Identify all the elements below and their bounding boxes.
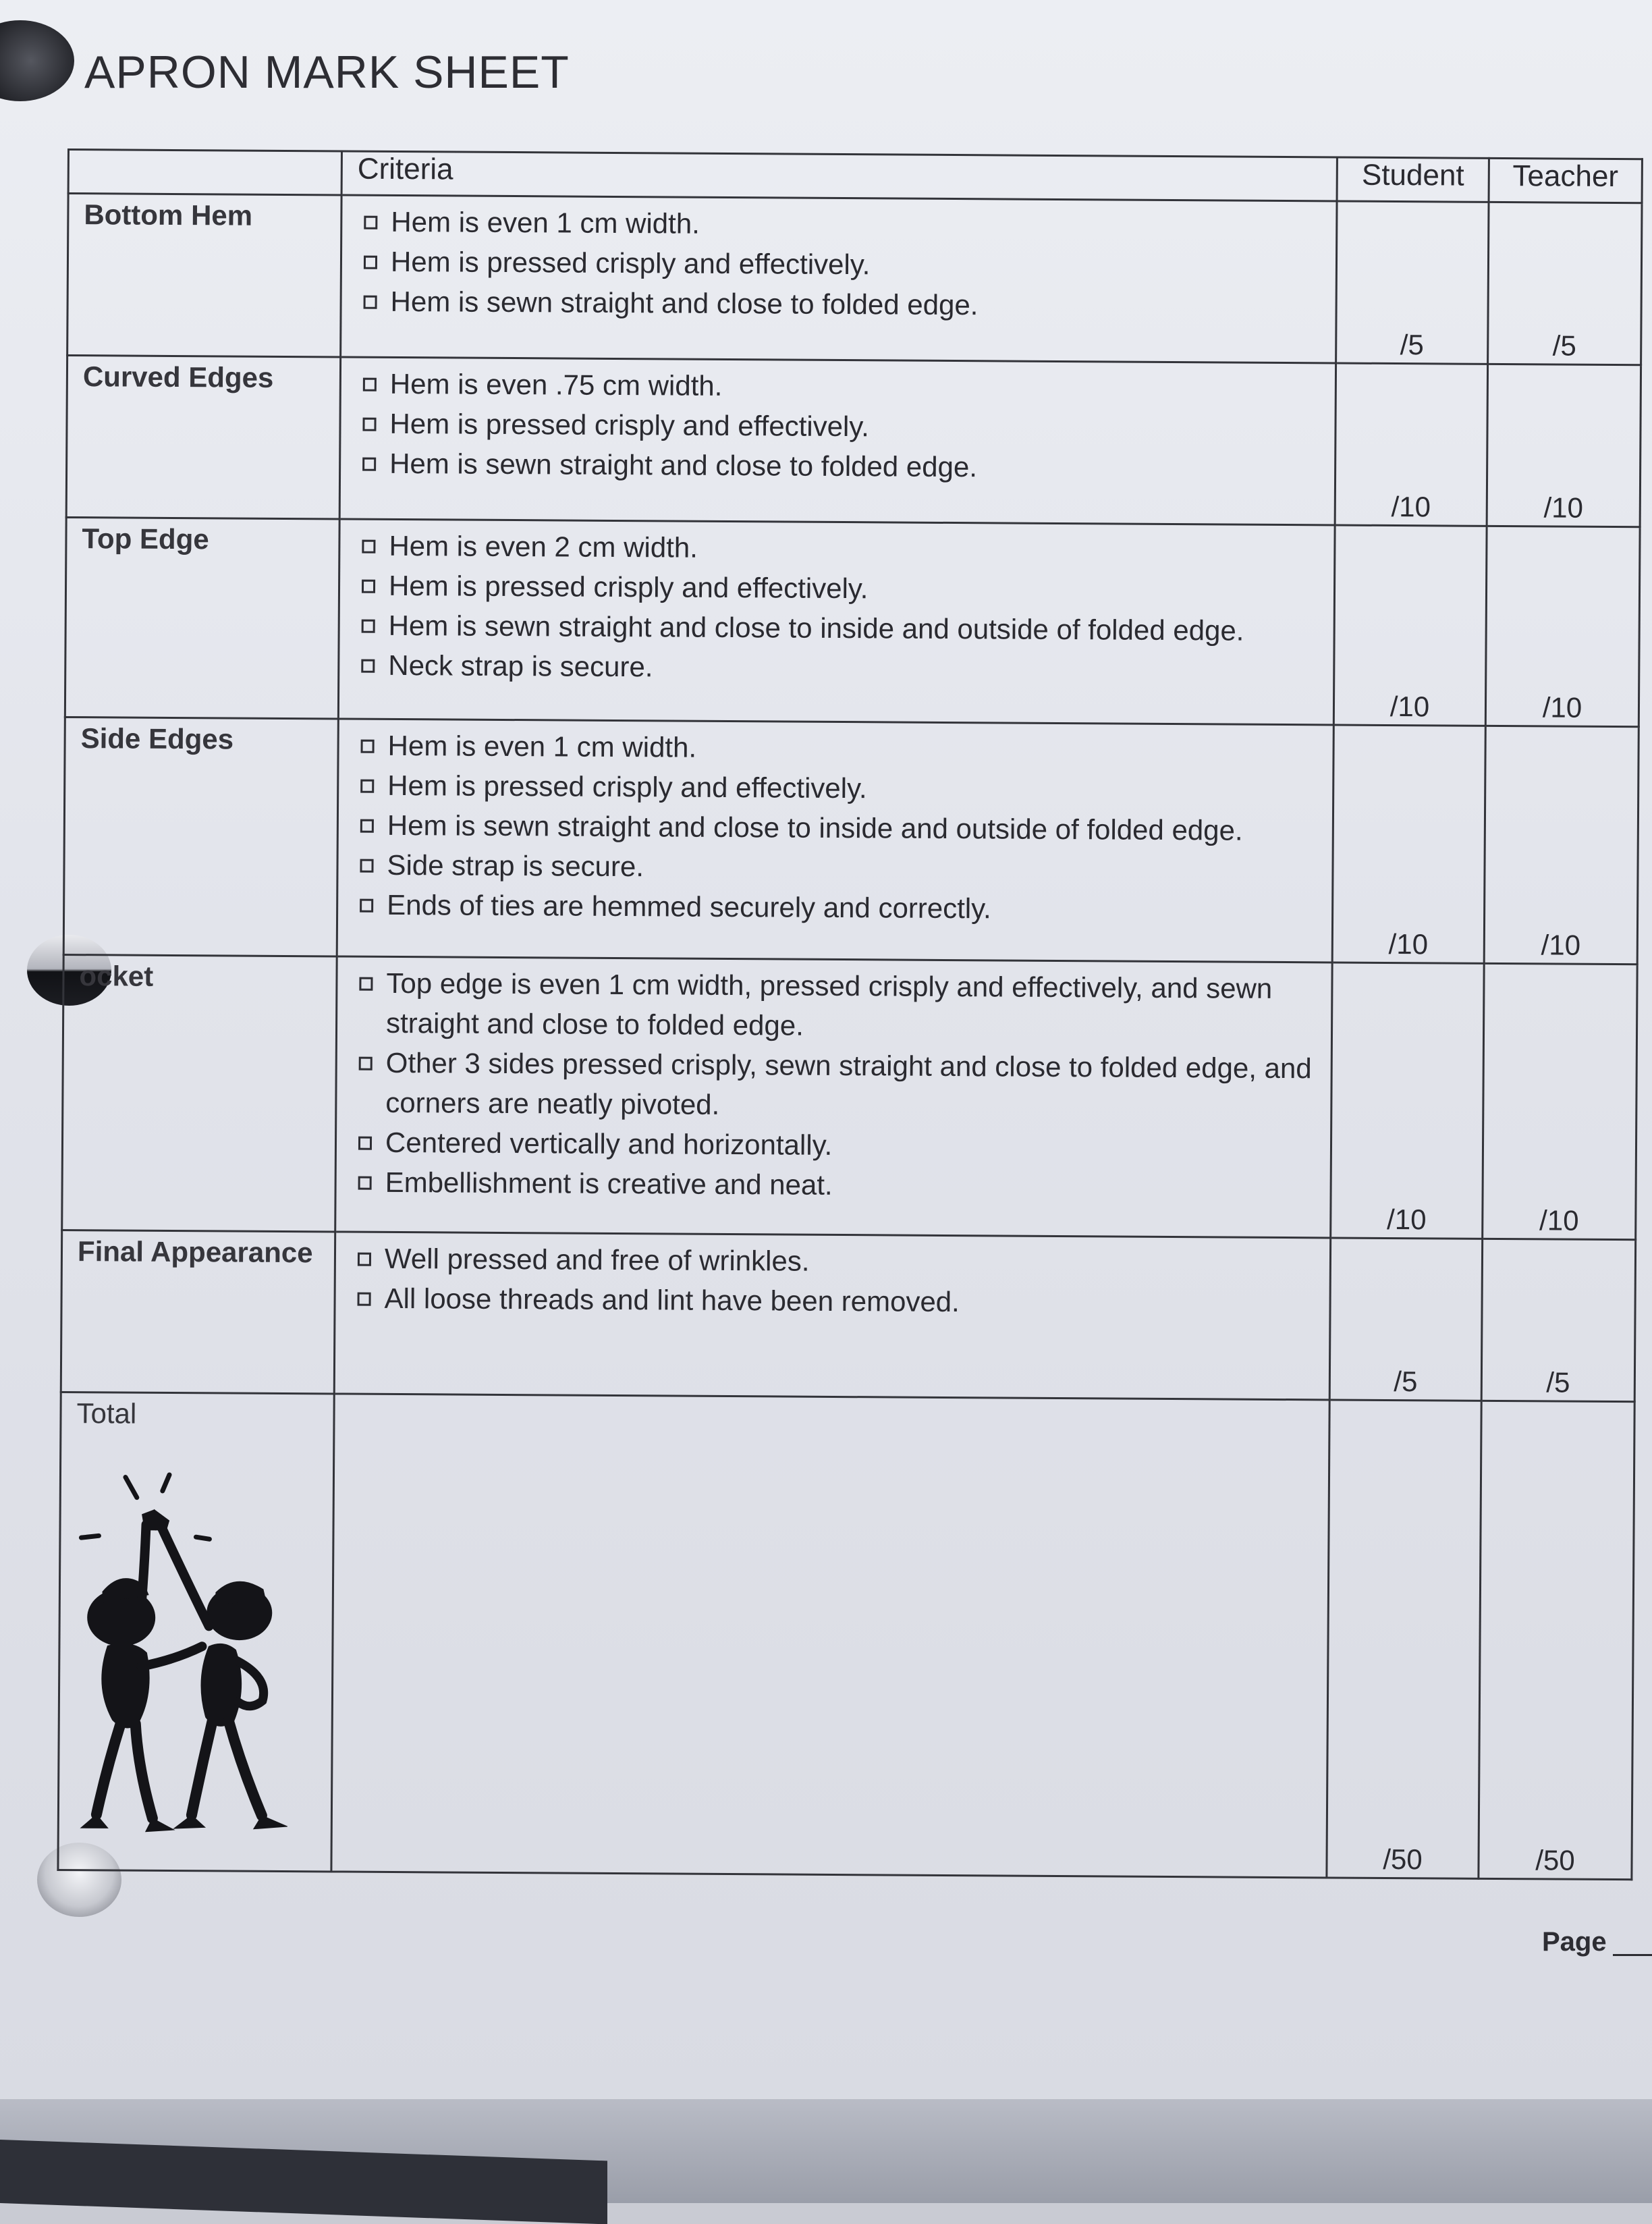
mark-sheet-table <box>57 148 1643 1880</box>
criteria-list <box>338 720 1333 930</box>
teacher-score: /10 <box>1539 1204 1579 1237</box>
checkbox[interactable] <box>362 418 376 431</box>
checkbox[interactable] <box>358 1137 372 1150</box>
criteria-list <box>341 358 1335 489</box>
criteria-text: Hem is pressed crisply and effectively. <box>388 569 869 605</box>
criteria-item <box>357 1122 1317 1168</box>
section-name: Final Appearance <box>77 1235 313 1269</box>
criteria-text: Hem is even .75 cm width. <box>389 367 723 402</box>
page-title: APRON MARK SHEET <box>84 47 570 98</box>
criteria-list <box>335 1232 1329 1324</box>
checkbox[interactable] <box>358 1253 371 1266</box>
checkbox[interactable] <box>364 256 377 269</box>
criteria-item <box>361 443 1321 489</box>
header-criteria <box>341 151 1337 201</box>
criteria-item <box>361 404 1321 450</box>
total-label: Total <box>76 1397 137 1430</box>
section-name: ocket <box>79 960 154 992</box>
student-score-cell[interactable] <box>1331 962 1484 1239</box>
student-score: /10 <box>1391 490 1431 523</box>
teacher-score: /5 <box>1552 329 1576 362</box>
total-row <box>58 1392 1634 1879</box>
teacher-score-cell[interactable] <box>1484 726 1639 964</box>
criteria-item <box>356 1239 1316 1284</box>
criteria-item <box>360 526 1320 572</box>
criteria-text: Hem is pressed crisply and effectively. <box>387 769 867 805</box>
criteria-item <box>356 1278 1315 1324</box>
section-name: Curved Edges <box>82 360 274 394</box>
teacher-score: /10 <box>1543 491 1584 524</box>
criteria-item <box>357 1043 1317 1129</box>
header-teacher: Teacher <box>1489 158 1642 202</box>
criteria-text: Ends of ties are hemmed securely and correctly. <box>387 888 991 925</box>
header-student: Student <box>1337 157 1489 202</box>
student-score: /5 <box>1394 1365 1418 1398</box>
checkbox[interactable] <box>360 819 374 833</box>
table-row <box>63 717 1639 964</box>
teacher-score: /10 <box>1542 691 1582 724</box>
criteria-list <box>336 957 1331 1208</box>
student-score: /10 <box>1388 927 1429 960</box>
criteria-text: Embellishment is creative and neat. <box>385 1166 833 1201</box>
student-score-cell[interactable] <box>1332 725 1485 963</box>
criteria-text: Hem is sewn straight and close to folded edge. <box>389 447 978 483</box>
criteria-item <box>358 885 1318 931</box>
table-row <box>62 954 1637 1239</box>
teacher-score-cell[interactable] <box>1488 202 1642 364</box>
checkbox[interactable] <box>364 296 377 309</box>
header-section <box>68 150 341 195</box>
checkbox[interactable] <box>360 859 373 873</box>
criteria-item <box>362 202 1322 248</box>
section-name: Top Edge <box>82 522 209 555</box>
criteria-text: Hem is even 1 cm width. <box>387 729 697 763</box>
criteria-text: Centered vertically and horizontally. <box>385 1126 833 1161</box>
criteria-item <box>359 765 1319 811</box>
checkbox[interactable] <box>358 1176 372 1190</box>
teacher-score-cell[interactable] <box>1481 1239 1635 1401</box>
student-score: /10 <box>1386 1203 1427 1236</box>
criteria-item <box>359 726 1319 771</box>
teacher-total-cell[interactable] <box>1479 1401 1634 1879</box>
table-row <box>66 356 1641 527</box>
header-criteria-label: Criteria <box>357 152 453 186</box>
checkbox[interactable] <box>361 740 375 753</box>
teacher-score-cell[interactable] <box>1485 526 1640 726</box>
teacher-score: /10 <box>1541 929 1581 961</box>
high-five-figures-icon <box>73 1450 305 1856</box>
criteria-item <box>360 566 1320 612</box>
table-row <box>67 194 1642 365</box>
criteria-item <box>358 845 1318 891</box>
checkbox[interactable] <box>362 580 375 593</box>
student-score: /10 <box>1389 690 1430 723</box>
table-row <box>61 1230 1635 1401</box>
punch-hole-top <box>0 20 74 101</box>
teacher-score-cell[interactable] <box>1483 963 1637 1239</box>
student-score: /5 <box>1400 329 1424 361</box>
criteria-text: Hem is sewn straight and close to inside and outside of folded edge. <box>388 609 1244 647</box>
checkbox[interactable] <box>362 458 376 471</box>
student-score-cell[interactable] <box>1333 525 1487 726</box>
student-score-cell[interactable] <box>1335 363 1487 526</box>
section-name: Side Edges <box>80 722 234 755</box>
criteria-text: Hem is even 1 cm width. <box>391 205 700 240</box>
checkbox[interactable] <box>364 216 377 229</box>
criteria-text: Hem is sewn straight and close to folded edge. <box>390 285 979 321</box>
criteria-text: Top edge is even 1 cm width, pressed crisply and effectively, and sewn straight and close to folded edge. <box>385 967 1273 1041</box>
criteria-text: Neck strap is secure. <box>388 649 653 683</box>
checkbox[interactable] <box>359 977 373 991</box>
teacher-score: /5 <box>1546 1366 1570 1399</box>
criteria-item <box>359 805 1319 851</box>
checkbox[interactable] <box>363 378 377 391</box>
student-score-cell[interactable] <box>1329 1238 1482 1401</box>
criteria-item <box>360 605 1320 651</box>
criteria-item <box>360 645 1319 691</box>
criteria-list <box>341 196 1336 327</box>
checkbox[interactable] <box>359 1057 373 1070</box>
criteria-item <box>362 364 1321 410</box>
page-number-blank[interactable] <box>1613 1954 1652 1956</box>
criteria-item <box>362 281 1321 327</box>
teacher-total: /50 <box>1535 1844 1575 1876</box>
checkbox[interactable] <box>361 659 375 673</box>
criteria-item <box>362 242 1322 288</box>
section-name: Bottom Hem <box>84 198 253 232</box>
criteria-text: All loose threads and lint have been removed. <box>384 1282 960 1318</box>
criteria-text: Hem is pressed crisply and effectively. <box>390 245 871 281</box>
criteria-list <box>339 520 1333 690</box>
student-total-cell[interactable] <box>1327 1400 1481 1878</box>
criteria-text: Well pressed and free of wrinkles. <box>384 1242 810 1277</box>
criteria-item <box>358 963 1318 1049</box>
criteria-item <box>356 1162 1316 1208</box>
total-criteria-cell <box>331 1394 1329 1878</box>
criteria-text: Side strap is secure. <box>387 848 644 883</box>
criteria-text: Hem is sewn straight and close to inside and outside of folded edge. <box>387 809 1243 846</box>
checkbox[interactable] <box>362 620 375 633</box>
table-row <box>65 517 1640 726</box>
student-total: /50 <box>1383 1843 1423 1876</box>
criteria-text: Hem is pressed crisply and effectively. <box>389 407 870 443</box>
criteria-text: Other 3 sides pressed crisply, sewn straight and close to folded edge, and corners are neatly pivoted. <box>385 1046 1312 1120</box>
checkbox[interactable] <box>362 540 375 553</box>
page-number-label: Page <box>1542 1927 1607 1957</box>
teacher-score-cell[interactable] <box>1487 364 1641 526</box>
checkbox[interactable] <box>360 899 373 913</box>
checkbox[interactable] <box>360 780 374 793</box>
checkbox[interactable] <box>358 1293 371 1306</box>
criteria-text: Hem is even 2 cm width. <box>389 529 698 564</box>
student-score-cell[interactable] <box>1336 201 1489 364</box>
